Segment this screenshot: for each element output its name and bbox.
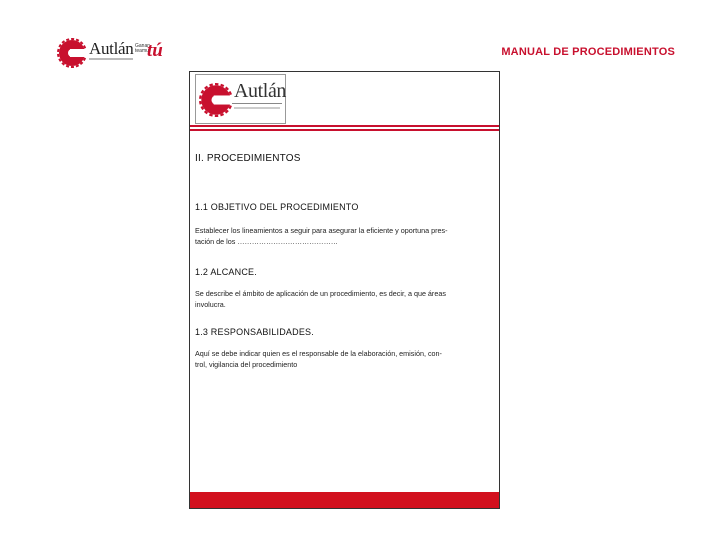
objective-heading: 1.1 OBJETIVO DEL PROCEDIMIENTO (195, 202, 359, 212)
document-logo-box (195, 74, 286, 124)
slide-title: MANUAL DE PROCEDIMIENTOS (501, 46, 675, 58)
responsibilities-heading: 1.3 RESPONSABILIDADES. (195, 327, 314, 337)
section-title: II. PROCEDIMIENTOS (195, 153, 301, 164)
document-page (189, 71, 500, 509)
partner-logo-mark: tú (147, 40, 163, 61)
scope-heading: 1.2 ALCANCE. (195, 267, 257, 277)
brand-tagline-line (234, 107, 280, 109)
header-rule-bottom (190, 129, 499, 131)
autlan-emblem-icon (57, 38, 87, 68)
objective-line-2: tación de los …………………………………… (195, 237, 338, 246)
responsibilities-line-2: trol, vigilancia del procedimiento (195, 360, 298, 369)
partner-logo-text: Ganan teamu (135, 43, 151, 54)
partner-logo (135, 42, 165, 64)
scope-line-1: Se describe el ámbito de aplicación de un procedimiento, es decir, a que áreas (195, 289, 446, 298)
objective-line-1: Establecer los lineamientos a seguir para asegurar la eficiente y oportuna pres- (195, 226, 448, 235)
header-rule-top (190, 125, 499, 127)
footer-bar (190, 492, 499, 508)
autlan-brand-text: Autlán (89, 39, 134, 58)
document-brand-text: Autlán (234, 80, 287, 102)
autlan-emblem-icon (199, 83, 233, 117)
brand-underline (232, 103, 282, 104)
brand-tagline-line (89, 58, 133, 60)
scope-line-2: involucra. (195, 300, 226, 309)
responsibilities-line-1: Aquí se debe indicar quien es el responsable de la elaboración, emisión, con- (195, 349, 442, 358)
